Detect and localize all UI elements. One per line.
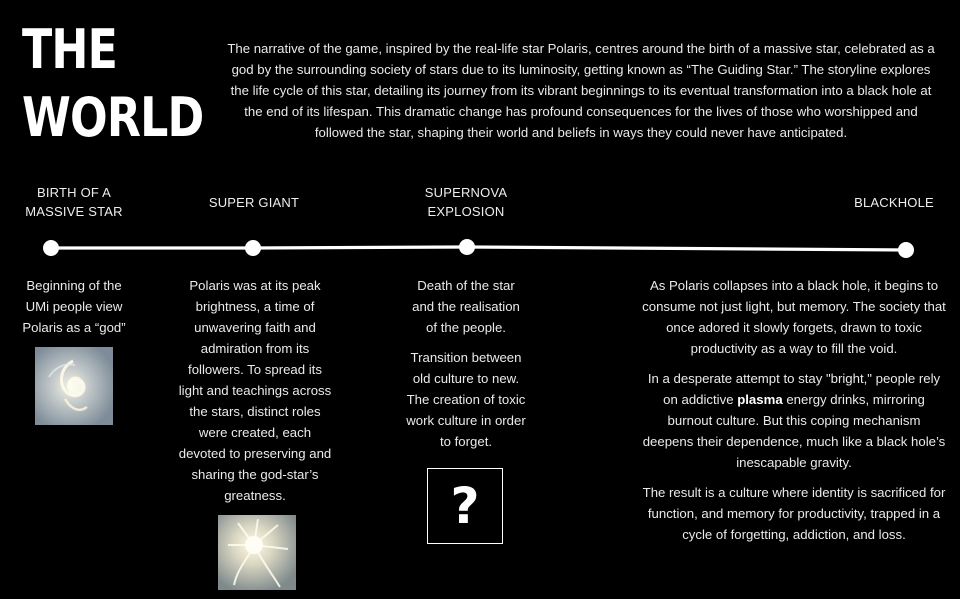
timeline-node-supernova bbox=[459, 239, 475, 255]
timeline-node-blackhole bbox=[898, 242, 914, 258]
mystery-image-placeholder bbox=[427, 468, 503, 544]
stage-label-supernova: SUPERNOVA EXPLOSION bbox=[424, 185, 508, 219]
intro-paragraph: The narrative of the game, inspired by the real-life star Polaris, centres around the birth of a massive star, celebrated as a god by the surrounding society of stars due to its luminosity, getting known as “The Guiding Star.” The storyline explores the life cycle of this star, detailing its journey from its vibrant beginnings to its eventual transformation into a black hole at the end of its lifespan. This dramatic change has profound consequences for the lives of those who worshipped and followed the star, shaping their world and beliefs in ways they could never have anticipated. bbox=[227, 41, 935, 140]
stage-label-birth: BIRTH OF A MASSIVE STAR bbox=[25, 185, 123, 219]
supernova-description: Death of the star and the realisation of the people. Transition between old culture to new. The creation of toxic work culture in order to forget. bbox=[406, 278, 526, 449]
page-title bbox=[22, 16, 204, 152]
glowing-star-swirl-icon bbox=[35, 347, 113, 425]
timeline-node-supergiant bbox=[245, 240, 261, 256]
supergiant-star-image bbox=[218, 515, 296, 590]
stage-label-supergiant: SUPER GIANT bbox=[208, 195, 300, 210]
title-line-2: WORLD bbox=[22, 86, 204, 149]
blackhole-description: As Polaris collapses into a black hole, it begins to consume not just light, but memory. The society that once adored it slowly forgets, drawn to toxic productivity as a way to fill the void. In a desperate attempt to stay "bright," people rely on addictive plasma energy drinks, mirroring burnout culture. But this coping mechanism deepens their dependence, much like a black hole’s inescapable gravity. The result is a culture where identity is sacrificed for function, and memory for productivity, trapped in a cycle of forgetting, addiction, and loss. bbox=[642, 278, 946, 542]
birth-description: Beginning of the UMi people view Polaris as a “god” bbox=[22, 278, 126, 335]
timeline-node-birth bbox=[43, 240, 59, 256]
question-mark-icon: ? bbox=[450, 477, 480, 535]
birth-star-image bbox=[35, 347, 113, 425]
timeline bbox=[0, 230, 960, 266]
radiant-star-burst-icon bbox=[218, 515, 296, 590]
supergiant-description: Polaris was at its peak brightness, a time of unwavering faith and admiration from its followers. To spread its light and teachings across the stars, distinct roles were created, each devoted to preserving and sharing the god-star’s greatness. bbox=[178, 278, 332, 503]
stage-label-blackhole: BLACKHOLE bbox=[854, 195, 934, 210]
timeline-line bbox=[51, 247, 906, 250]
blackhole-paragraph-2: In a desperate attempt to stay "bright," people rely on addictive plasma energy drinks, mirroring burnout culture. But this coping mechanism deepens their dependence, much like a black hole’s inescapable gravity. bbox=[642, 371, 946, 470]
title-line-1: THE bbox=[22, 18, 118, 81]
plasma-keyword: plasma bbox=[737, 392, 783, 407]
